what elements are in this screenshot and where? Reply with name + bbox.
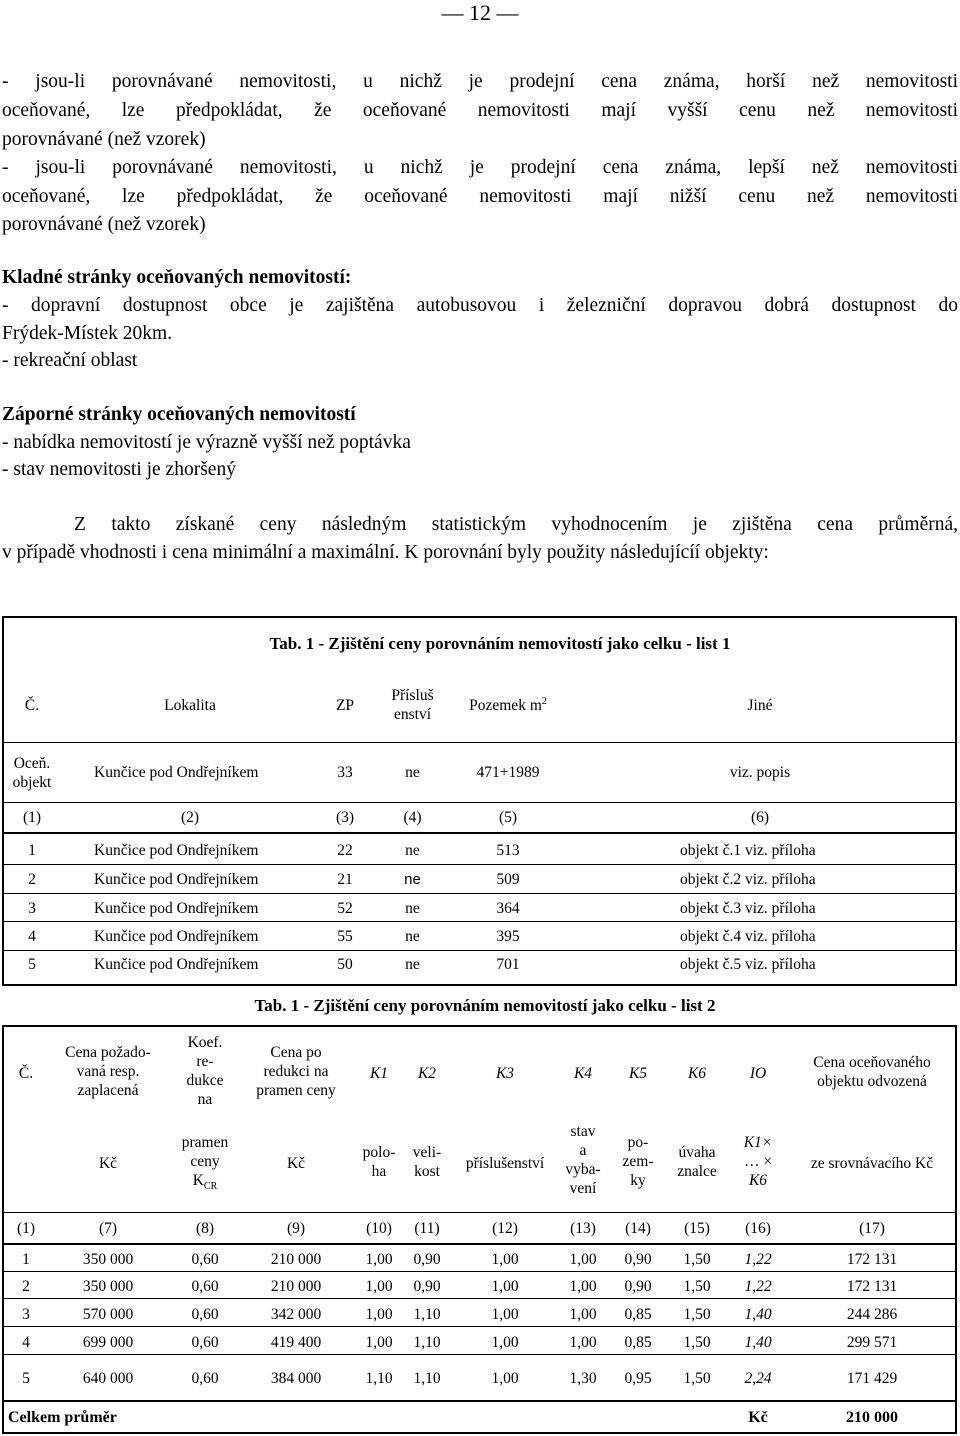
table2-row-k2: 1,10: [413, 1334, 441, 1351]
table1-row-zp: 55: [337, 928, 353, 945]
table2-row-cena: 699 000: [82, 1334, 134, 1351]
table2-row-koef: 0,60: [191, 1306, 219, 1323]
table1-col-number: (5): [498, 809, 518, 826]
table1-row-zp: 52: [337, 900, 353, 917]
table1-col-number: (2): [180, 809, 200, 826]
table2-row-k6: 1,50: [683, 1251, 711, 1268]
table1-row-zp: 21: [337, 871, 353, 888]
summary-line: Z takto získané ceny následným statistickým vyhodnocením je zjištěna cena průměrná,: [74, 514, 958, 535]
negatives-line: - nabídka nemovitostí je výrazně vyšší než poptávka: [2, 432, 411, 453]
table2-header-redukce: Cena po redukci na pramen ceny: [256, 1044, 336, 1099]
table2-sub-k4: stav a vyba- vení: [565, 1123, 601, 1197]
table2-row-k2: 0,90: [413, 1278, 441, 1295]
table2-total-label: Celkem průměr: [8, 1409, 117, 1426]
summary-line: v případě vhodnosti i cena minimální a maximální. K porovnání byly použity následujícíí objekty:: [2, 542, 769, 563]
table2-row-cena: 570 000: [82, 1306, 134, 1323]
table1-row-prislusenstvi: ne: [405, 956, 420, 973]
table2-col-number: (1): [16, 1220, 36, 1237]
comparison-note-line: porovnávané (než vzorek): [2, 129, 206, 150]
table2-row-redukce: 210 000: [270, 1278, 322, 1295]
table2-col-number: (11): [414, 1220, 440, 1237]
table2-col-number: (8): [195, 1220, 215, 1237]
table1-row-pozemek: 509: [496, 871, 520, 888]
table1-header-zp: ZP: [335, 697, 355, 714]
table1-oceneny-jine: viz. popis: [729, 764, 791, 781]
table2-row-io: 1,40: [744, 1306, 772, 1323]
table1-row-prislusenstvi: ne: [404, 871, 421, 888]
table2-rule: [2, 1326, 957, 1327]
table2-row-koef: 0,60: [191, 1251, 219, 1268]
table2-row-k5: 0,90: [624, 1278, 652, 1295]
table2-row-k2: 1,10: [413, 1306, 441, 1323]
table2-row-cena: 350 000: [82, 1251, 134, 1268]
comparison-note-line: - jsou-li porovnávané nemovitosti, u nichž je prodejní cena známa, horší než nemovitosti: [2, 71, 958, 92]
table2-header-io: IO: [749, 1065, 767, 1082]
table2-row-k3: 1,00: [491, 1278, 519, 1295]
table2-sub-k5: po- zem- ky: [622, 1134, 654, 1189]
table2-row-io: 2,24: [744, 1370, 772, 1387]
table1-row-lokalita: Kunčice pod Ondřejníkem: [94, 928, 259, 945]
table1-header-lokalita: Lokalita: [164, 697, 216, 714]
table2-total-unit: Kč: [748, 1409, 768, 1426]
table1-header-prislusenstvi: Přísluš enství: [391, 687, 434, 723]
table2-sub-odvozena: ze srovnávacího Kč: [810, 1155, 934, 1172]
table2-row-k1: 1,00: [365, 1334, 393, 1351]
table2-row-number: 1: [22, 1251, 30, 1268]
table2-row-number: 4: [22, 1334, 30, 1351]
table2-row-koef: 0,60: [191, 1334, 219, 1351]
table2-row-koef: 0,60: [191, 1278, 219, 1295]
table2-rule: [2, 1243, 957, 1245]
table2-row-k1: 1,00: [365, 1278, 393, 1295]
table1-oceneny-label: Oceň. objekt: [12, 755, 52, 791]
table2-rule: [2, 1212, 957, 1213]
table2-row-k3: 1,00: [491, 1370, 519, 1387]
table1-row-zp: 22: [337, 842, 353, 859]
table1-oceneny-pozemek: 471+1989: [476, 764, 540, 781]
table1-col-number: (4): [403, 809, 422, 826]
table1-col-number: (3): [335, 809, 355, 826]
table2-sub-kc: Kč: [98, 1155, 118, 1172]
table2-sub-io: K1× … × K6: [743, 1134, 773, 1189]
table1-caption: Tab. 1 - Zjištění ceny porovnáním nemovitostí jako celku - list 1: [269, 634, 731, 653]
table1-rule: [4, 864, 955, 865]
table1-row-lokalita: Kunčice pod Ondřejníkem: [94, 842, 259, 859]
table2-row-koef: 0,60: [191, 1370, 219, 1387]
table1-row-number: 3: [28, 900, 36, 917]
table2-row-cena: 350 000: [82, 1278, 134, 1295]
table1-row-jine: objekt č.5 viz. příloha: [680, 956, 816, 973]
table2-header-c: Č.: [18, 1065, 34, 1082]
table2-header-k3: K3: [495, 1065, 515, 1082]
table1-row-jine: objekt č.1 viz. příloha: [680, 842, 816, 859]
table1-header-c: Č.: [24, 697, 40, 714]
table1-row-prislusenstvi: ne: [405, 928, 420, 945]
comparison-note-line: - jsou-li porovnávané nemovitosti, u nichž je prodejní cena známa, lepší než nemovitosti: [2, 157, 958, 178]
table2-rule: [2, 1354, 957, 1355]
table2-col-number: (15): [684, 1220, 710, 1237]
table2-rule: [2, 1432, 957, 1434]
table1-rule: [4, 802, 955, 803]
table2-sub-k6: úvaha znalce: [677, 1144, 717, 1180]
table2-row-odvozena: 172 131: [846, 1278, 898, 1295]
table1-row-pozemek: 513: [496, 842, 520, 859]
table2-row-k6: 1,50: [683, 1370, 711, 1387]
page-number: — 12 —: [441, 0, 519, 25]
positives-line: Frýdek-Místek 20km.: [2, 323, 173, 344]
table2-header-odvozena: Cena oceňovaného objektu odvozená: [813, 1054, 931, 1090]
table1-row-jine: objekt č.2 viz. příloha: [680, 871, 816, 888]
table2-col-number: (10): [366, 1220, 392, 1237]
table1-row-prislusenstvi: ne: [405, 842, 420, 859]
table2-col-number: (12): [492, 1220, 518, 1237]
table2-row-k6: 1,50: [683, 1306, 711, 1323]
table2-row-k6: 1,50: [683, 1278, 711, 1295]
table1-row-pozemek: 364: [496, 900, 520, 917]
table1-row-jine: objekt č.4 viz. příloha: [680, 928, 816, 945]
table2-header-cena: Cena požado- vaná resp. zaplacená: [65, 1044, 151, 1099]
table1-row-jine: objekt č.3 viz. příloha: [680, 900, 816, 917]
table2-col-number: (9): [286, 1220, 306, 1237]
negatives-heading: Záporné stránky oceňovaných nemovitostí: [2, 404, 356, 425]
table2-sub-k3: příslušenství: [465, 1155, 545, 1172]
table2-sub-k2: veli- kost: [412, 1144, 442, 1180]
table1-header-pozemek: Pozemek $m^2$: [469, 695, 547, 714]
table1-row-pozemek: 395: [496, 928, 520, 945]
comparison-note-line: oceňované, lze předpokládat, že oceňované nemovitosti mají nižší cenu než nemovitosti: [2, 186, 958, 207]
table2-row-k6: 1,50: [683, 1334, 711, 1351]
table2-row-cena: 640 000: [82, 1370, 134, 1387]
table2-row-redukce: 342 000: [270, 1306, 322, 1323]
table1-row-zp: 50: [337, 956, 353, 973]
table2-row-odvozena: 172 131: [846, 1251, 898, 1268]
table1-rule: [4, 832, 955, 834]
table1-rule: [4, 950, 955, 951]
table2-header-k5: K5: [628, 1065, 648, 1082]
table2-row-k5: 0,85: [624, 1334, 652, 1351]
table2-row-k3: 1,00: [491, 1334, 519, 1351]
table2-col-number: (13): [570, 1220, 596, 1237]
table1-oceneny-lokalita: Kunčice pod Ondřejníkem: [94, 764, 259, 781]
table2-col-number: (7): [98, 1220, 118, 1237]
table1-row-number: 4: [28, 928, 36, 945]
table2-row-odvozena: 244 286: [846, 1306, 898, 1323]
table2-row-io: 1,22: [744, 1251, 772, 1268]
table2-row-k5: 0,85: [624, 1306, 652, 1323]
table1-oceneny-zp: 33: [337, 764, 353, 781]
table2-sub-kc: Kč: [286, 1155, 306, 1172]
comparison-note-line: porovnávané (než vzorek): [2, 214, 206, 235]
comparison-note-line: oceňované, lze předpokládat, že oceňované nemovitosti mají vyšší cenu než nemovitosti: [2, 100, 958, 121]
table2-rule: [2, 1271, 957, 1272]
table2-col-number: (17): [859, 1220, 885, 1237]
table1-row-lokalita: Kunčice pod Ondřejníkem: [94, 871, 259, 888]
table2-row-k4: 1,00: [569, 1278, 597, 1295]
positives-line: - rekreační oblast: [2, 350, 138, 371]
table2-row-redukce: 210 000: [270, 1251, 322, 1268]
table2-row-k4: 1,30: [569, 1370, 597, 1387]
table1-rule: [4, 742, 955, 743]
table2-sub-pramen: pramen ceny $K_{CR}$: [181, 1134, 229, 1193]
table2-rule: [955, 1025, 957, 1434]
table2-row-k4: 1,00: [569, 1334, 597, 1351]
table1-row-lokalita: Kunčice pod Ondřejníkem: [94, 956, 259, 973]
positives-heading: Kladné stránky oceňovaných nemovitostí:: [2, 267, 352, 288]
table2-rule: [2, 1025, 4, 1434]
table2-row-k5: 0,90: [624, 1251, 652, 1268]
table2-row-odvozena: 171 429: [846, 1370, 898, 1387]
table1-oceneny-prislusenstvi: ne: [405, 764, 420, 781]
table2-row-number: 2: [22, 1278, 30, 1295]
table1-row-number: 5: [28, 956, 36, 973]
table2-row-number: 5: [22, 1370, 30, 1387]
table2-row-k2: 0,90: [413, 1251, 441, 1268]
table2-row-redukce: 384 000: [270, 1370, 322, 1387]
table2-rule: [2, 1298, 957, 1299]
table2-total-value: 210 000: [846, 1409, 898, 1426]
table2-row-k1: 1,10: [365, 1370, 393, 1387]
table2-col-number: (16): [745, 1220, 771, 1237]
table1-col-number: (1): [22, 809, 42, 826]
table2-sub-k1: polo- ha: [362, 1144, 396, 1180]
table2-row-odvozena: 299 571: [846, 1334, 898, 1351]
table2-header-k6: K6: [687, 1065, 707, 1082]
table2-caption: Tab. 1 - Zjištění ceny porovnáním nemovitostí jako celku - list 2: [254, 996, 716, 1015]
table2-rule: [2, 1400, 957, 1402]
table1-row-number: 2: [28, 871, 36, 888]
table1-row-prislusenstvi: ne: [405, 900, 420, 917]
table2-row-k4: 1,00: [569, 1306, 597, 1323]
table2-row-k3: 1,00: [491, 1251, 519, 1268]
table2-col-number: (14): [625, 1220, 651, 1237]
positives-line: - dopravní dostupnost obce je zajištěna autobusovou i železniční dopravou dobrá dostupnost do: [2, 295, 958, 316]
table1-rule: [4, 893, 955, 894]
table1-rule: [4, 921, 955, 922]
table2-header-k1: K1: [369, 1065, 389, 1082]
table1-header-jine: Jiné: [747, 697, 773, 714]
negatives-line: - stav nemovitosti je zhoršený: [2, 459, 236, 480]
table2-row-k3: 1,00: [491, 1306, 519, 1323]
table2-row-redukce: 419 400: [270, 1334, 322, 1351]
table1-row-pozemek: 701: [496, 956, 520, 973]
table2-row-k5: 0,95: [624, 1370, 652, 1387]
table2-header-k4: K4: [573, 1065, 593, 1082]
table2-rule: [2, 1025, 957, 1027]
table2-row-k2: 1,10: [413, 1370, 441, 1387]
table2-row-k1: 1,00: [365, 1251, 393, 1268]
table1-col-number: (6): [750, 809, 770, 826]
table2-header-k2: K2: [417, 1065, 437, 1082]
table2-row-number: 3: [22, 1306, 30, 1323]
table2-row-k1: 1,00: [365, 1306, 393, 1323]
table2-row-io: 1,40: [744, 1334, 772, 1351]
table1-row-number: 1: [28, 842, 36, 859]
table2-header-koef: Koef. re- dukce na: [186, 1034, 224, 1108]
table2-row-k4: 1,00: [569, 1251, 597, 1268]
table1-row-lokalita: Kunčice pod Ondřejníkem: [94, 900, 259, 917]
table2-row-io: 1,22: [744, 1278, 772, 1295]
